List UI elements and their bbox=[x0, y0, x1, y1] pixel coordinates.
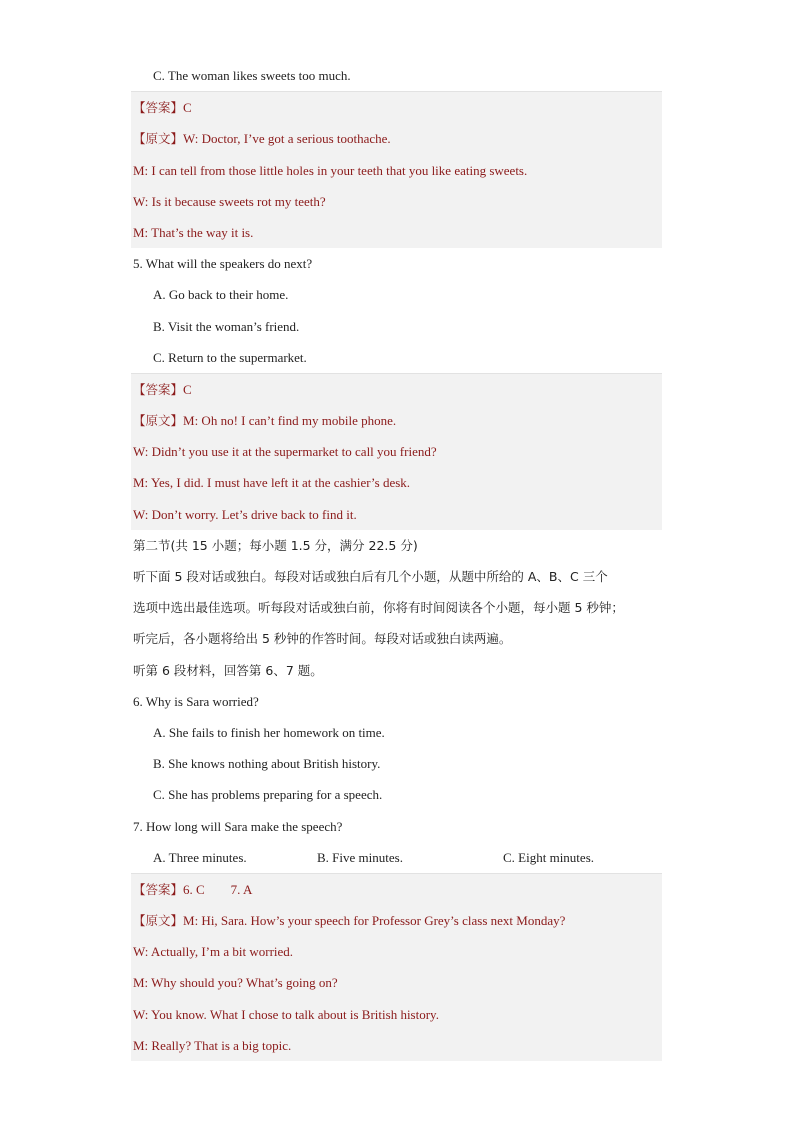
option-c: C. Return to the supermarket. bbox=[153, 349, 307, 365]
transcript-line bbox=[131, 905, 662, 936]
question-7: 7. How long will Sara make the speech? bbox=[133, 818, 343, 834]
transcript-line bbox=[131, 123, 662, 154]
instruction-line: 听下面 5 段对话或独白。每段对话或独白后有几个小题，从题中所给的 A、B、C 三个 bbox=[133, 569, 608, 584]
transcript-line: W: Is it because sweets rot my teeth? bbox=[131, 186, 662, 217]
transcript-label: 【原文】 bbox=[133, 913, 184, 929]
answer-line bbox=[131, 91, 662, 123]
answer-label: 【答案】 bbox=[133, 881, 184, 897]
option-a: A. Three minutes. bbox=[153, 849, 247, 865]
transcript-text: M: Hi, Sara. How’s your speech for Professor Grey’s class next Monday? bbox=[183, 913, 566, 929]
answer-label: 【答案】 bbox=[133, 381, 184, 397]
material-note: 听第 6 段材料，回答第 6、7 题。 bbox=[133, 662, 323, 678]
option-text: C. The woman likes sweets too much. bbox=[153, 68, 351, 83]
document-page bbox=[131, 60, 662, 1061]
option-b: B. Visit the woman’s friend. bbox=[153, 318, 300, 334]
transcript-line bbox=[131, 405, 662, 436]
option-a: A. She fails to finish her homework on time. bbox=[153, 724, 385, 740]
transcript-text: W: Doctor, I’ve got a serious toothache. bbox=[183, 131, 391, 147]
answer-value: C bbox=[183, 100, 192, 116]
transcript-line: M: Really? That is a big topic. bbox=[131, 1030, 662, 1061]
transcript-line: M: Yes, I did. I must have left it at the cashier’s desk. bbox=[131, 467, 662, 498]
transcript-line: W: Actually, I’m a bit worried. bbox=[131, 936, 662, 967]
transcript-line: M: I can tell from those little holes in your teeth that you like eating sweets. bbox=[131, 155, 662, 186]
option-c: C. Eight minutes. bbox=[503, 849, 594, 865]
question-6: 6. Why is Sara worried? bbox=[133, 693, 259, 709]
instruction-line: 听完后，各小题将给出 5 秒钟的作答时间。每段对话或独白读两遍。 bbox=[133, 631, 512, 647]
answer-value: C bbox=[183, 381, 192, 397]
option-c: C. She has problems preparing for a speech. bbox=[153, 787, 383, 803]
transcript-label: 【原文】 bbox=[133, 413, 184, 429]
transcript-text: M: Oh no! I can’t find my mobile phone. bbox=[183, 413, 397, 429]
instruction-line: 选项中选出最佳选项。听每段对话或独白前，你将有时间阅读各个小题，每小题 5 秒钟； bbox=[133, 600, 624, 616]
transcript-line: W: Didn’t you use it at the supermarket to call you friend? bbox=[131, 436, 662, 467]
transcript-line: M: That’s the way it is. bbox=[131, 217, 662, 248]
answer-label: 【答案】 bbox=[133, 100, 184, 116]
transcript-line: M: Why should you? What’s going on? bbox=[131, 967, 662, 998]
options-row bbox=[131, 842, 662, 873]
answer-value: 6. C 7. A bbox=[183, 881, 253, 897]
section-heading: 第二节(共 15 小题；每小题 1.5 分，满分 22.5 分) bbox=[133, 537, 418, 553]
option-a: A. Go back to their home. bbox=[153, 287, 289, 303]
answer-line bbox=[131, 873, 662, 905]
transcript-label: 【原文】 bbox=[133, 131, 184, 147]
question-5: 5. What will the speakers do next? bbox=[133, 256, 313, 272]
option-b: B. Five minutes. bbox=[317, 849, 403, 865]
transcript-line: W: You know. What I chose to talk about is British history. bbox=[131, 999, 662, 1030]
answer-line bbox=[131, 373, 662, 405]
option-b: B. She knows nothing about British history. bbox=[153, 756, 381, 772]
transcript-line: W: Don’t worry. Let’s drive back to find it. bbox=[131, 499, 662, 530]
